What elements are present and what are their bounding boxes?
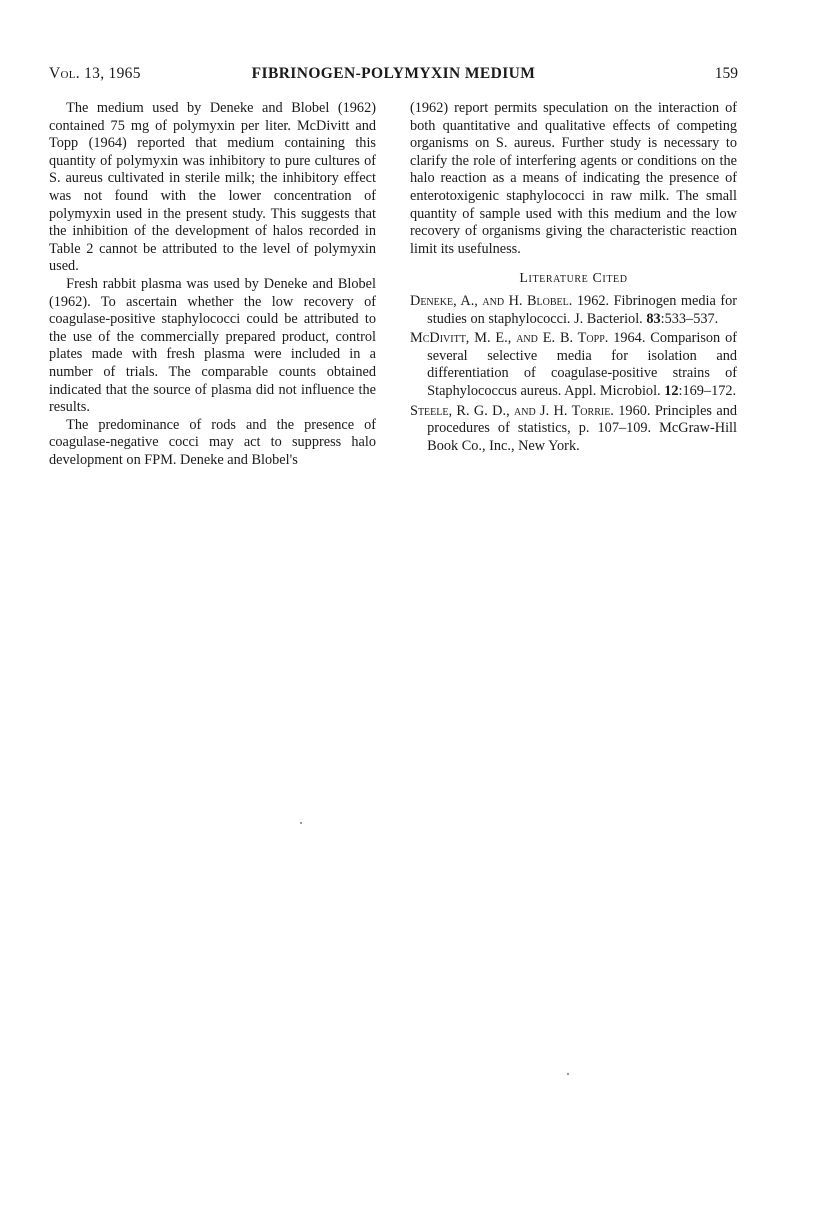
reference-text: Principles and procedures of statistics, p. 107–109. McGraw-Hill Book Co., Inc., New York.: [427, 402, 738, 454]
reference-list: [410, 293, 737, 455]
reference-text: Fibrinogen media for studies on staphylococci. J. Bacteriol.: [427, 292, 737, 327]
running-title: FIBRINOGEN-POLYMYXIN MEDIUM: [251, 65, 536, 82]
scan-speck: [300, 822, 302, 824]
reference-year: 1964.: [613, 330, 646, 347]
right-column: [410, 100, 737, 457]
reference-authors: Steele, R. G. D., and J. H. Torrie.: [410, 402, 614, 419]
reference-year: 1962.: [576, 292, 610, 309]
reference-volume: 83: [646, 310, 661, 327]
paragraph-continued: (1962) report permits speculation on the interaction of both quantitative and qualitative effects of competing organisms on S. aureus. Further study is necessary to clarify the role of interfering agents or conditions on the halo reaction as a means of indicating the presence of enterotoxigenic staphylococci in raw milk. The small quantity of sample used with this medium and the low recovery of organisms giving the characteristic reaction limit its usefulness.: [410, 100, 737, 257]
reference-item: [410, 293, 737, 328]
literature-cited-heading: Literature Cited: [519, 271, 628, 287]
reference-item: [410, 330, 737, 400]
page-number: 159: [714, 65, 738, 82]
running-header: [49, 62, 738, 86]
reference-pages: :533–537.: [660, 310, 719, 327]
reference-volume: 12: [664, 382, 679, 399]
reference-pages: :169–172.: [678, 382, 737, 399]
paragraph-plasma: Fresh rabbit plasma was used by Deneke and Blobel (1962). To ascertain whether the low recovery of coagulase-positive staphylococci could be attributed to the use of the commercially prepared product, control plates made with fresh plasma were included in a number of trials. The comparable counts obtained indicated that the source of plasma did not influence the results.: [49, 275, 376, 416]
left-column: [49, 100, 376, 469]
paragraph-polymyxin: The medium used by Deneke and Blobel (1962) contained 75 mg of polymyxin per liter. McDivitt and Topp (1964) reported that medium containing this quantity of polymyxin was inhibitory to pure cultures of S. aureus cultivated in sterile milk; the inhibitory effect was not found with the lower concentration of polymyxin used in the present study. This suggests that the inhibition of the development of halos recorded in Table 2 cannot be attributed to the level of polymyxin used.: [49, 100, 376, 275]
reference-authors: Deneke, A., and H. Blobel.: [410, 292, 573, 309]
reference-item: [410, 403, 737, 456]
reference-authors: McDivitt, M. E., and E. B. Topp.: [410, 330, 609, 347]
reference-text: Comparison of several selective media for isolation and differentiation of coagulase-positive strains of Staphylococcus aureus. Appl. Microbiol.: [427, 330, 737, 399]
scan-speck: [567, 1073, 569, 1075]
paragraph-predominance: The predominance of rods and the presence of coagulase-negative cocci may act to suppress halo development on FPM. Deneke and Blobel's: [49, 416, 376, 468]
journal-volume: Vol. 13, 1965: [49, 65, 141, 82]
reference-year: 1960.: [618, 402, 651, 419]
